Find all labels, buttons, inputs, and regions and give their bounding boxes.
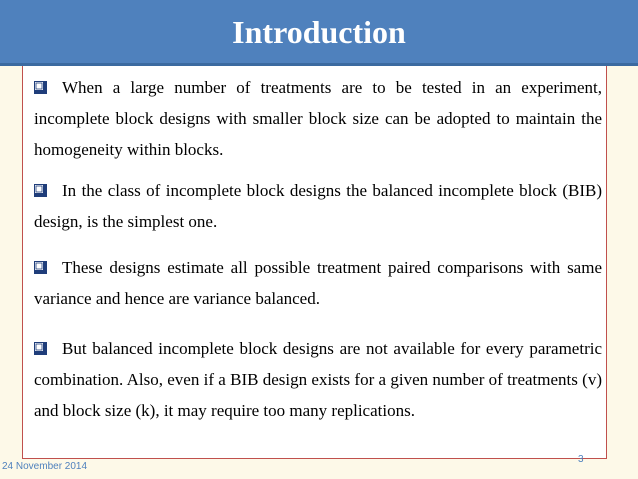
checkbox-bullet-icon [34,261,47,274]
bullet-text: In the class of incomplete block designs the balanced incomplete block (BIB) design, is the simplest one. [34,181,602,231]
bullet-text: But balanced incomplete block designs are not available for every parametric combination. Also, even if a BIB design exists for a given number of treatments (v) and block size (k), it may require too many replications. [34,339,602,420]
checkbox-bullet-icon [34,342,47,355]
bullet-item [34,72,602,165]
slide-title: Introduction [232,14,406,50]
bullet-item [34,333,602,426]
page-number: 3 [578,454,584,465]
checkbox-bullet-icon [34,184,47,197]
title-bar [0,0,638,66]
bullet-item [34,252,602,314]
bullet-item [34,175,602,237]
checkbox-bullet-icon [34,81,47,94]
footer-date: 24 November 2014 [2,461,88,472]
bullet-text: When a large number of treatments are to be tested in an experiment, incomplete block designs with smaller block size can be adopted to maintain the homogeneity within blocks. [34,78,602,159]
bullet-text: These designs estimate all possible treatment paired comparisons with same variance and hence are variance balanced. [34,258,602,308]
